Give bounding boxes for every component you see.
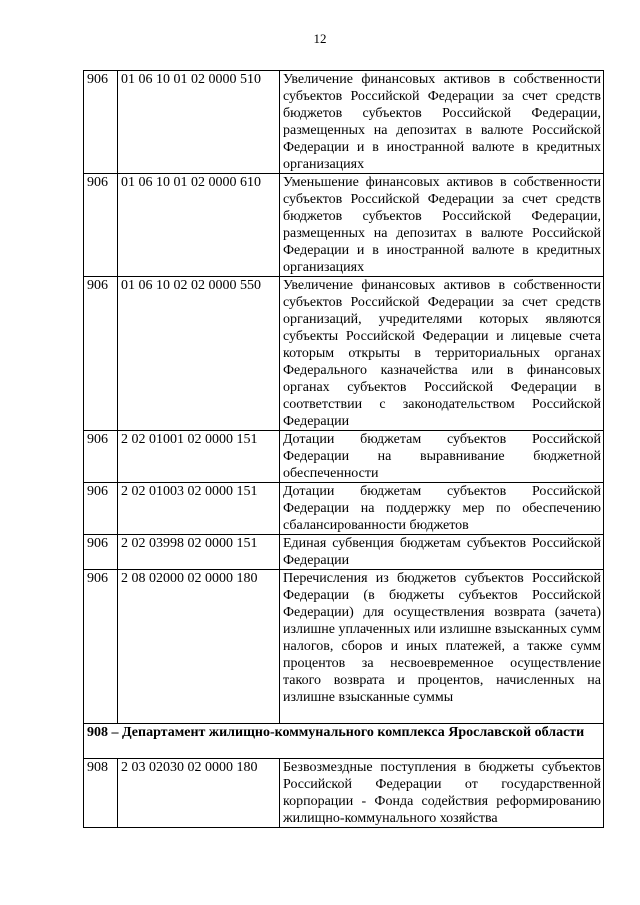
description-cell: Перечисления из бюджетов субъектов Российской Федерации (в бюджеты субъектов Российской Федерации) для осуществления возврата (зачета) излишне уплаченных или излишне взысканных сумм налогов, сборов и иных платежей, а также сумм процентов за несвоевременное осуществление такого возврата и процентов, начисленных на излишне взысканные суммы (280, 570, 604, 724)
budget-code-cell: 2 03 02030 02 0000 180 (118, 759, 280, 828)
description-cell: Увеличение финансовых активов в собственности субъектов Российской Федерации за счет средств бюджетов субъектов Российской Федерации, размещенных на депозитах в валюте Российской Федерации и в иностранной валюте в кредитных организациях (280, 71, 604, 174)
budget-code-cell: 01 06 10 02 02 0000 550 (118, 277, 280, 431)
table-row (84, 535, 604, 570)
budget-code-cell: 2 02 01003 02 0000 151 (118, 483, 280, 535)
admin-code-cell: 906 (84, 174, 118, 277)
admin-code-cell: 906 (84, 483, 118, 535)
budget-code-cell: 01 06 10 01 02 0000 510 (118, 71, 280, 174)
budget-code-cell: 01 06 10 01 02 0000 610 (118, 174, 280, 277)
admin-code-cell: 906 (84, 71, 118, 174)
description-cell: Единая субвенция бюджетам субъектов Российской Федерации (280, 535, 604, 570)
table-row (84, 71, 604, 174)
page-number: 12 (313, 31, 327, 46)
section-header-row (84, 724, 604, 759)
table-row (84, 174, 604, 277)
budget-code-cell: 2 02 01001 02 0000 151 (118, 431, 280, 483)
description-cell: Дотации бюджетам субъектов Российской Федерации на выравнивание бюджетной обеспеченности (280, 431, 604, 483)
description-cell: Безвозмездные поступления в бюджеты субъектов Российской Федерации от государственной корпорации - Фонда содействия реформированию жилищно-коммунального хозяйства (280, 759, 604, 828)
table-row (84, 570, 604, 724)
description-cell: Дотации бюджетам субъектов Российской Федерации на поддержку мер по обеспечению сбалансированности бюджетов (280, 483, 604, 535)
table-row (84, 759, 604, 828)
admin-code-cell: 906 (84, 570, 118, 724)
admin-code-cell: 906 (84, 431, 118, 483)
budget-code-cell: 2 08 02000 02 0000 180 (118, 570, 280, 724)
table-row (84, 483, 604, 535)
budget-code-cell: 2 02 03998 02 0000 151 (118, 535, 280, 570)
description-cell: Увеличение финансовых активов в собственности субъектов Российской Федерации за счет средств организаций, учредителями которых являются субъекты Российской Федерации и лицевые счета которым открыты в территориальных органах Федерального казначейства или в финансовых органах субъектов Российской Федерации в соответствии с законодательством Российской Федерации (280, 277, 604, 431)
budget-code-table (83, 70, 604, 828)
table-row (84, 277, 604, 431)
admin-code-cell: 906 (84, 277, 118, 431)
admin-code-cell: 906 (84, 535, 118, 570)
section-title: 908 – Департамент жилищно-коммунального комплекса Ярославской области (84, 724, 604, 759)
admin-code-cell: 908 (84, 759, 118, 828)
table-row (84, 431, 604, 483)
description-cell: Уменьшение финансовых активов в собственности субъектов Российской Федерации за счет средств бюджетов субъектов Российской Федерации, размещенных на депозитах в валюте Российской Федерации и в иностранной валюте в кредитных организациях (280, 174, 604, 277)
